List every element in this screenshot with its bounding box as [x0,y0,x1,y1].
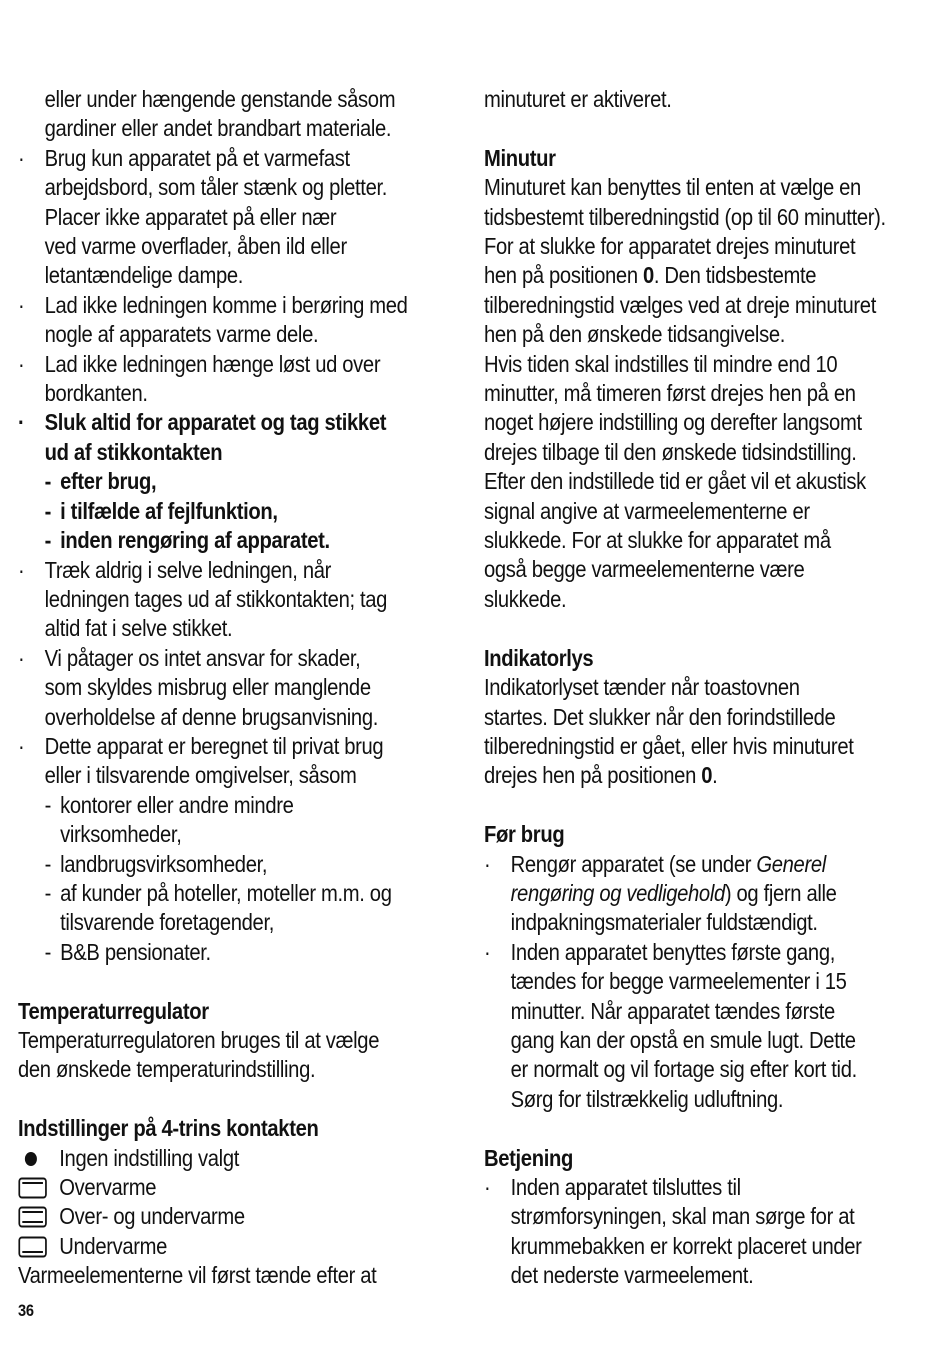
dash-marker: - [44,938,52,965]
list-item: · Inden apparatet benyttes første gang, tændes for begge varmeelementer i 15 minutter. Når apparatet tændes første gang kan der opstå en smule lugt. Dette er normalt og vil fortage sig efter kort tid. Sørg for tilstrækkelig udluftning. [484,938,857,1112]
position-zero: 0 [642,262,654,289]
sub-item: - i tilfælde af fejlfunktion, [18,497,458,526]
list-item: · Vi påtager os intet ansvar for skader, som skyldes misbrug eller manglende overholdelse af denne brugsanvisning. [18,644,378,730]
list-item: · Lad ikke ledningen komme i berøring med nogle af apparatets varme dele. [18,291,408,348]
bullet-marker: · [18,144,25,171]
bullet-marker: · [18,291,25,318]
sub-item: - inden rengøring af apparatet. [18,526,458,555]
sub-item: - af kunder på hoteller, moteller m.m. og tilsvarende foretagender, [44,879,392,936]
position-zero: 0 [701,762,713,789]
section-heading-settings: Indstillinger på 4-trins kontakten [18,1115,319,1142]
list-item: · Lad ikke ledningen hænge løst ud over bordkanten. [18,350,381,407]
bullet-marker: · [18,409,25,436]
paragraph-line: drejes hen på positionen 0. [484,762,718,789]
bullet-marker: · [484,850,491,877]
list-item: · Træk aldrig i selve ledningen, når ledningen tages ud af stikkontakten; tag altid fat i selve stikket. [18,556,388,642]
top-bottom-heat-icon [18,1206,47,1228]
cross-reference: rengøring og vedligehold [510,879,725,906]
left-column [18,85,458,1291]
setting-bottom-heat: Undervarme [18,1232,458,1261]
cross-reference: Generel [756,850,826,877]
bottom-heat-icon [18,1236,47,1258]
page-number: 36 [18,1301,34,1320]
bullet-marker: · [18,732,25,759]
paragraph-line: minuturet er aktiveret. [484,86,672,112]
section-heading-temperature: Temperaturregulator [18,997,209,1024]
bullet-marker: · [484,938,491,965]
list-item: · Inden apparatet tilsluttes til strømforsyningen, skal man sørge for at krummebakken er korrekt placeret under det nederste varmeelement. [484,1173,862,1289]
paragraph-line: hen på positionen 0. Den tidsbestemte [484,262,817,289]
dash-marker: - [44,497,52,524]
paragraph-line: den ønskede temperaturindstilling. [18,1056,316,1083]
top-heat-icon [18,1177,47,1199]
bullet-marker: · [18,644,25,671]
list-item: · Dette apparat er beregnet til privat brug eller i tilsvarende omgivelser, såsom [18,732,384,789]
bullet-marker: · [18,350,25,377]
section-heading-timer: Minutur [484,144,556,171]
dash-marker: - [44,468,52,495]
setting-top-bottom-heat: Over- og undervarme [18,1202,458,1231]
sub-item: - efter brug, [18,467,458,496]
list-item-warning: · Sluk altid for apparatet og tag stikket ud af stikkontakten [18,409,387,465]
section-heading-indicator: Indikatorlys [484,644,594,671]
dash-marker: - [44,879,52,906]
paragraph-line: Temperaturregulatoren bruges til at vælge [18,1026,380,1053]
dash-marker: - [44,850,52,877]
list-item: · Rengør apparatet (se under Generel rengøring og vedligehold) og fjern alle indpakningsmaterialer fuldstændigt. [484,850,837,936]
filled-dot-icon [18,1148,47,1170]
bullet-marker: · [484,1173,491,1200]
sub-item: - landbrugsvirksomheder, [18,850,458,879]
paragraph-line: Varmeelementerne vil først tænde efter at [18,1262,377,1289]
section-heading-operation: Betjening [484,1144,573,1171]
setting-none: Ingen indstilling valgt [18,1144,458,1173]
sub-item: - B&B pensionater. [18,938,458,967]
bullet-marker: · [18,556,25,583]
intro-continued: eller under hængende genstande såsom gardiner eller andet brandbart materiale. [44,86,396,142]
dash-marker: - [44,791,52,818]
setting-top-heat: Overvarme [18,1173,458,1202]
list-item: · Brug kun apparatet på et varmefast arbejdsbord, som tåler stænk og pletter. Placer ikke apparatet på eller nær ved varme overflader, åben ild eller letantændelige dampe. [18,144,388,289]
dash-marker: - [44,527,52,554]
right-column: minuturet er aktiveret. Minutur Minuturet kan benyttes til enten at vælge en tidsbestemt tilberedningstid (op til 60 minutter). For at slukke for apparatet drejes minuturet hen på positionen 0. Den tidsbestemte tilberedningstid vælges ved at dreje minuturet hen på den ønskede tidsangivelse. Hvis tiden skal indstilles til mindre end 10 minutter, må timeren først drejes hen på en noget højere indstilling og derefter langsomt drejes tilbage til den ønskede tidsindstilling. Efter den indstillede tid er gået vil et akustisk signal angive at varmeelementerne er slukkede. For at slukke for apparatet må også begge varmeelementerne være slukkede. Indikatorlys Indikatorlyset tænder når toastovnen startes. Det slukker når den forindstillede tilberedningstid er gået, eller hvis minuturet drejes hen på positionen 0. Før brug · Rengør apparatet (se under Generel rengøring og vedligehold) og fjern alle indpakningsmaterialer fuldstændigt. · Inden apparatet benyttes første gang, tændes for begge varmeelementer i 15 minutter. Når apparatet tændes første gang kan der opstå en smule lugt. Dette er normalt og vil fortage sig efter kort tid. Sørg for tilstrækkelig udluftning. Betjening · Inden apparatet tilsluttes til strømforsyningen, skal man sørge for at krummebakken er korrekt placeret under det nederste varmeelement. [484,85,948,1291]
section-heading-before-use: Før brug [484,821,565,848]
sub-item: - kontorer eller andre mindre virksomheder, [44,791,294,848]
